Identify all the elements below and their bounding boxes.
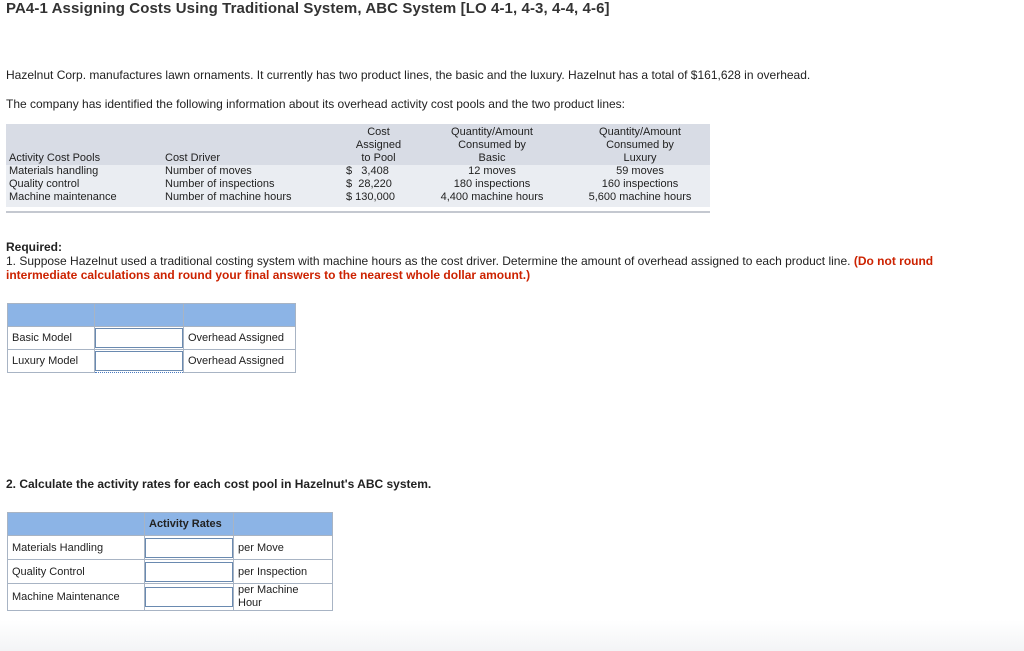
basic-overhead-input[interactable] (95, 328, 183, 348)
cost-cell: $ 3,408 (343, 165, 414, 178)
basic-model-label: Basic Model (8, 327, 95, 350)
col-header-driver: Cost Driver (165, 152, 221, 164)
materials-rate-cell (145, 536, 234, 560)
intro-paragraph: Hazelnut Corp. manufactures lawn ornaments. It currently has two product lines, the basic and the luxury. Hazelnut has a total of $161,628 in overhead. (6, 68, 811, 82)
table-row (6, 165, 710, 178)
table-row (6, 191, 710, 207)
overhead-answer-table (7, 303, 296, 373)
cost-cell: $ 130,000 (343, 191, 414, 207)
driver-cell: Number of moves (162, 165, 343, 178)
quality-unit-label: per Inspection (234, 560, 333, 584)
machine-maintenance-label: Machine Maintenance (8, 584, 145, 611)
cost-cell: $ 28,220 (343, 178, 414, 191)
intro-paragraph-2: The company has identified the following information about its overhead activity cost pools and the two product lines: (6, 97, 626, 111)
luxury-cell: 160 inspections (570, 178, 710, 191)
col-header-cost: Cost Assigned to Pool (355, 126, 402, 164)
activity-rates-header: Activity Rates (145, 513, 234, 536)
pool-cell: Quality control (6, 178, 162, 191)
header-cell (184, 304, 296, 327)
quality-control-rate-input[interactable] (145, 562, 233, 582)
required-section (6, 240, 1006, 282)
col-header-pools: Activity Cost Pools (9, 152, 101, 164)
question-2-text: 2. Calculate the activity rates for each cost pool in Hazelnut's ABC system. (6, 477, 432, 491)
table-divider (6, 211, 710, 213)
luxury-overhead-cell (95, 350, 184, 373)
header-cell (95, 304, 184, 327)
table-row (8, 536, 333, 560)
luxury-model-label: Luxury Model (8, 350, 95, 373)
basic-cell: 180 inspections (414, 178, 570, 191)
luxury-cell: 59 moves (570, 165, 710, 178)
luxury-overhead-input[interactable] (95, 351, 183, 371)
page-title: PA4-1 Assigning Costs Using Traditional System, ABC System [LO 4-1, 4-3, 4-4, 4-6] (6, 0, 610, 17)
required-heading: Required: (6, 240, 63, 254)
header-cell (8, 513, 145, 536)
luxury-cell: 5,600 machine hours (570, 191, 710, 207)
table-row (6, 178, 710, 191)
luxury-unit-label: Overhead Assigned (184, 350, 296, 373)
table-row (8, 327, 296, 350)
basic-cell: 12 moves (414, 165, 570, 178)
materials-handling-rate-input[interactable] (145, 538, 233, 558)
question-1-text: 1. Suppose Hazelnut used a traditional costing system with machine hours as the cost driver. Determine the amount of overhead assigned to each product line. (6, 254, 851, 268)
col-header-luxury: Quantity/Amount Consumed by Luxury (599, 126, 681, 164)
table-row (8, 560, 333, 584)
header-cell (234, 513, 333, 536)
table-row (8, 584, 333, 611)
basic-cell: 4,400 machine hours (414, 191, 570, 207)
pool-cell: Machine maintenance (6, 191, 162, 207)
table-row (8, 350, 296, 373)
basic-overhead-cell (95, 327, 184, 350)
question-1-note: (Do not round intermediate calculations and round your final answers to the nearest whole dollar amount.) (6, 254, 934, 282)
col-header-basic: Quantity/Amount Consumed by Basic (451, 126, 533, 164)
pool-cell: Materials handling (6, 165, 162, 178)
basic-unit-label: Overhead Assigned (184, 327, 296, 350)
machine-unit-label: per Machine Hour (234, 584, 333, 611)
page-footer-fade (0, 620, 1024, 651)
activity-rates-table (7, 512, 333, 611)
quality-rate-cell (145, 560, 234, 584)
machine-rate-cell (145, 584, 234, 611)
driver-cell: Number of inspections (162, 178, 343, 191)
materials-handling-label: Materials Handling (8, 536, 145, 560)
driver-cell: Number of machine hours (162, 191, 343, 207)
quality-control-label: Quality Control (8, 560, 145, 584)
materials-unit-label: per Move (234, 536, 333, 560)
header-cell (8, 304, 95, 327)
activity-info-table (6, 124, 710, 213)
machine-maintenance-rate-input[interactable] (145, 587, 233, 607)
